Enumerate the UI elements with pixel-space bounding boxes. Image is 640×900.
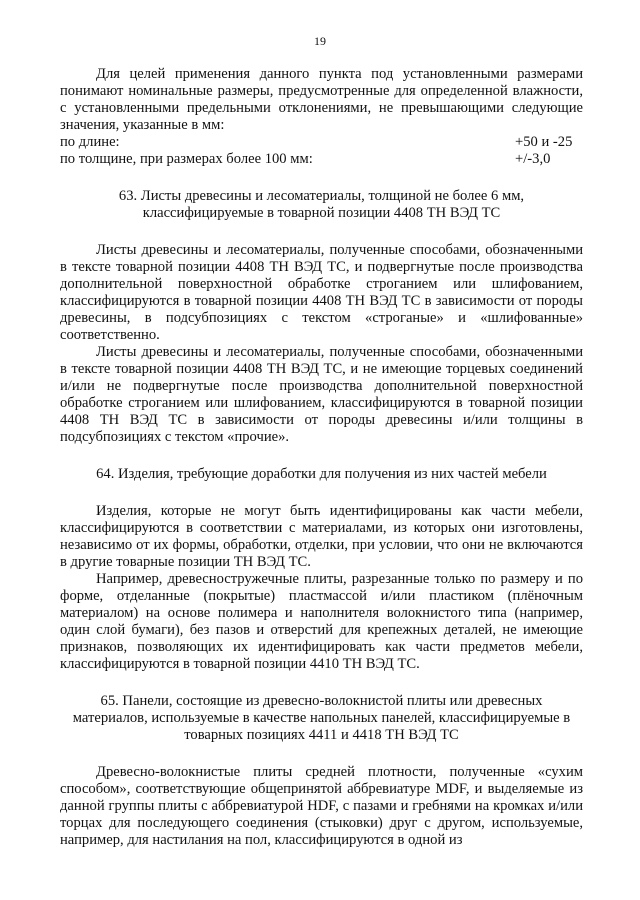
- heading-line: материалов, используемые в качестве напольных панелей, классифицируемые в: [72, 710, 571, 726]
- section-65-heading: [60, 693, 583, 744]
- heading-line: 65. Панели, состоящие из древесно-волокнистой плиты или древесных: [100, 693, 543, 709]
- dimension-value: +/-3,0: [515, 151, 551, 167]
- section-63-paragraph: Листы древесины и лесоматериалы, полученные способами, обозначенными в тексте товарной позиции 4408 ТН ВЭД ТС, и подвергнутые после производства дополнительной поверхностной обработке строганием или шлифованием, классифицируются в товарной позиции 4408 ТН ВЭД ТС в зависимости от породы древесины, в подсубпозициях с текстом «строганые» и «шлифованные» соответственно.: [60, 242, 583, 343]
- dimension-label: по длине:: [60, 134, 120, 150]
- heading-line: товарных позициях 4411 и 4418 ТН ВЭД ТС: [184, 727, 459, 743]
- section-64-paragraph: Например, древесностружечные плиты, разрезанные только по размеру и по форме, отделанные (покрытые) пластмассой и/или пластиком (плёночным материалом) на основе полимера и наполнителя волокнистого типа (например, один слой бумаги), без пазов и отверстий для крепежных деталей, не имеющие признаков, позволяющих их идентифицировать как части предметов мебели, классифицируются в товарной позиции 4410 ТН ВЭД ТС.: [60, 571, 583, 672]
- section-65-paragraph: Древесно-волокнистые плиты средней плотности, полученные «сухим способом», соответствующие общепринятой аббревиатуре MDF, и выделяемые из данной группы плиты с аббревиатурой HDF, с пазами и гребнями на кромках и/или торцах для последующего соединения (стыковки) друг с другом, используемые, например, для настилания на пол, классифицируются в одной из: [60, 764, 583, 848]
- section-63-heading: [60, 188, 583, 222]
- dimension-label: по толщине, при размерах более 100 мм:: [60, 151, 313, 167]
- document-body: [60, 66, 583, 849]
- section-64-paragraph: Изделия, которые не могут быть идентифицированы как части мебели, классифицируются в соответствии с материалами, из которых они изготовлены, независимо от их формы, обработки, отделки, при условии, что они не включаются в другие товарные позиции ТН ВЭД ТС.: [60, 503, 583, 570]
- dimension-row-length: [60, 134, 583, 151]
- heading-line: 63. Листы древесины и лесоматериалы, толщиной не более 6 мм,: [118, 188, 525, 204]
- section-64-heading: 64. Изделия, требующие доработки для получения из них частей мебели: [96, 466, 547, 482]
- dimension-row-thickness: [60, 151, 583, 168]
- heading-line: классифицируемые в товарной позиции 4408 ТН ВЭД ТС: [142, 205, 501, 221]
- page-number: 19: [314, 34, 326, 48]
- section-63-paragraph: Листы древесины и лесоматериалы, полученные способами, обозначенными в тексте товарной позиции 4408 ТН ВЭД ТС, и не имеющие торцевых соединений и/или не подвергнутые после производства дополнительной поверхностной обработке строганием или шлифованием, классифицируются в товарной позиции 4408 ТН ВЭД ТС в зависимости от породы древесины и/или толщины в подсубпозициях с текстом «прочие».: [60, 344, 583, 445]
- dimension-value: +50 и -25: [515, 134, 573, 150]
- intro-paragraph: Для целей применения данного пункта под установленными размерами понимают номинальные размеры, предусмотренные для определенной влажности, с установленными предельными отклонениями, не превышающими следующие значения, указанные в мм:: [60, 66, 583, 133]
